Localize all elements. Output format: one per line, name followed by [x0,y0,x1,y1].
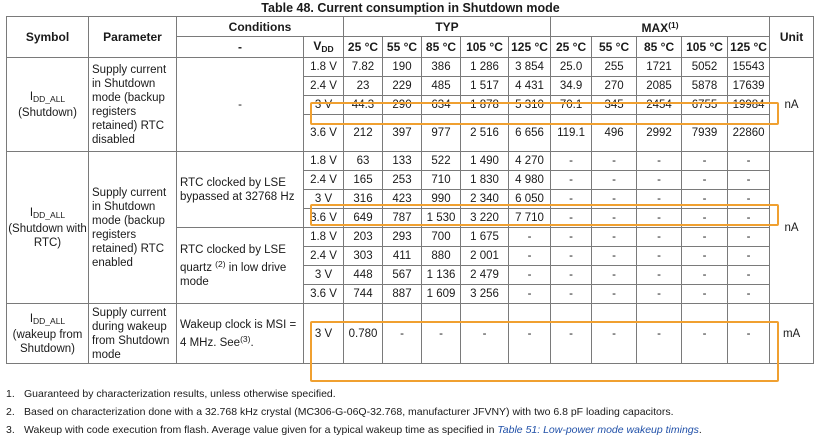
max-value: - [637,190,682,209]
max-value: - [637,209,682,228]
max-value: - [551,285,592,304]
vdd-cell: 1.8 V [304,228,344,247]
max-value: - [551,266,592,285]
typ-value: 1 490 [461,152,509,171]
current-consumption-table [6,16,814,364]
max-value: - [637,266,682,285]
typ-value: 4 980 [509,171,551,190]
typ-value: 411 [383,247,422,266]
max-value: - [728,152,770,171]
typ-value: 2 001 [461,247,509,266]
typ-value: 290 [383,96,422,115]
header-max-temp: 85 °C [637,37,682,58]
max-value: - [682,209,728,228]
typ-value: 3 854 [509,58,551,77]
header-typ-temp: 55 °C [383,37,422,58]
typ-value: 303 [344,247,383,266]
typ-value: 7.82 [344,58,383,77]
typ-value: 977 [422,115,461,152]
max-value: 7939 [682,115,728,152]
typ-value: 190 [383,58,422,77]
footnote: 3. Wakeup with code execution from flash. Average value given for a typical wakeup time as specified in Table 51: Low-power mode wakeup timings. [6,424,702,436]
typ-value: 700 [422,228,461,247]
typ-value: 4 270 [509,152,551,171]
typ-value: 787 [383,209,422,228]
footnote: 2. Based on characterization done with a 32.768 kHz crystal (MC306-G-06Q-32.768, manufacturer JFVNY) with two 6.8 pF loading capacitors. [6,406,674,418]
typ-value: 634 [422,96,461,115]
typ-value: 7 710 [509,209,551,228]
typ-value: 133 [383,152,422,171]
header-unit: Unit [770,17,814,58]
max-value: - [551,228,592,247]
vdd-cell: 3.6 V [304,209,344,228]
table-51-link[interactable]: Table 51: Low-power mode wakeup timings [497,424,699,436]
typ-value: 4 431 [509,77,551,96]
max-value: - [682,152,728,171]
max-value: - [682,171,728,190]
header-typ-temp: 125 °C [509,37,551,58]
header-typ-temp: 25 °C [344,37,383,58]
max-value: 22860 [728,115,770,152]
symbol-cell: $I_{DD\_ALL}$ (wakeup from Shutdown) [7,304,89,364]
header-max-temp: 125 °C [728,37,770,58]
max-value: - [592,209,637,228]
max-value: 25.0 [551,58,592,77]
max-value: - [682,304,728,364]
typ-value: 567 [383,266,422,285]
typ-value: 212 [344,115,383,152]
vdd-cell: 2.4 V [304,171,344,190]
header-conditions-dash: - [177,37,304,58]
typ-value: 1 136 [422,266,461,285]
typ-value: 1 530 [422,209,461,228]
typ-value: 63 [344,152,383,171]
header-symbol: Symbol [7,17,89,58]
vdd-cell: 2.4 V [304,247,344,266]
typ-value: 44.3 [344,96,383,115]
max-value: - [637,228,682,247]
vdd-cell: 1.8 V [304,152,344,171]
max-value: - [592,247,637,266]
max-value: - [728,190,770,209]
header-max-temp: 25 °C [551,37,592,58]
vdd-cell: 3 V [304,304,344,364]
max-value: 2085 [637,77,682,96]
typ-value: 203 [344,228,383,247]
max-value: - [551,190,592,209]
typ-value: 2 516 [461,115,509,152]
max-value: 119.1 [551,115,592,152]
typ-value: - [422,304,461,364]
header-typ-temp: 105 °C [461,37,509,58]
max-value: - [592,171,637,190]
max-value: 17639 [728,77,770,96]
max-value: 6755 [682,96,728,115]
parameter-cell: Supply current in Shutdown mode (backup registers retained) RTC disabled [89,58,177,152]
vdd-cell: 2.4 V [304,77,344,96]
typ-value: 744 [344,285,383,304]
symbol-cell: $I_{DD\_ALL}$ (Shutdown) [7,58,89,152]
max-value: - [592,152,637,171]
typ-value: - [509,247,551,266]
header-max: MAX$^{(1)}$ [551,17,770,37]
typ-value: 2 340 [461,190,509,209]
max-value: 15543 [728,58,770,77]
header-parameter: Parameter [89,17,177,58]
max-value: - [637,304,682,364]
header-vdd: $V_{DD}$ [304,37,344,58]
table-row [7,152,814,171]
max-value: - [682,285,728,304]
max-value: - [728,266,770,285]
parameter-cell: Supply current in Shutdown mode (backup registers retained) RTC enabled [89,152,177,304]
typ-value: - [509,228,551,247]
typ-value: 1 675 [461,228,509,247]
typ-value: 5 310 [509,96,551,115]
vdd-cell: 3.6 V [304,115,344,152]
typ-value: 3 220 [461,209,509,228]
max-value: 70.1 [551,96,592,115]
unit-cell: nA [770,152,814,304]
typ-value: 990 [422,190,461,209]
max-value: 5878 [682,77,728,96]
typ-value: 6 656 [509,115,551,152]
condition-cell: Wakeup clock is MSI = 4 MHz. See$^{(3)}$. [177,304,304,364]
max-value: - [728,285,770,304]
max-value: 1721 [637,58,682,77]
typ-value: 397 [383,115,422,152]
unit-cell: nA [770,58,814,152]
table-row [7,58,814,77]
typ-value: 316 [344,190,383,209]
typ-value: 1 286 [461,58,509,77]
typ-value: 710 [422,171,461,190]
typ-value: 887 [383,285,422,304]
max-value: 496 [592,115,637,152]
max-value: - [551,304,592,364]
footnotes [6,385,702,439]
unit-cell: mA [770,304,814,364]
typ-value: 6 050 [509,190,551,209]
condition-cell: - [177,58,304,152]
typ-value: 448 [344,266,383,285]
typ-value: 649 [344,209,383,228]
max-value: 34.9 [551,77,592,96]
max-value: - [592,304,637,364]
max-value: - [682,266,728,285]
max-value: - [728,228,770,247]
header-typ-temp: 85 °C [422,37,461,58]
condition-cell: RTC clocked by LSE quartz $^{(2)}$ in low drive mode [177,228,304,304]
max-value: - [728,209,770,228]
vdd-cell: 1.8 V [304,58,344,77]
max-value: - [592,190,637,209]
typ-value: - [509,285,551,304]
max-value: - [728,304,770,364]
header-typ: TYP [344,17,551,37]
typ-value: - [509,266,551,285]
max-value: - [682,190,728,209]
typ-value: 253 [383,171,422,190]
vdd-cell: 3 V [304,266,344,285]
typ-value: 485 [422,77,461,96]
max-value: - [592,266,637,285]
typ-value: 229 [383,77,422,96]
typ-value: 23 [344,77,383,96]
typ-value: 1 609 [422,285,461,304]
max-value: 270 [592,77,637,96]
typ-value: 293 [383,228,422,247]
typ-value: 522 [422,152,461,171]
max-value: - [551,209,592,228]
typ-value: 880 [422,247,461,266]
typ-value: - [461,304,509,364]
table-row [7,304,814,364]
max-value: 5052 [682,58,728,77]
typ-value: 1 830 [461,171,509,190]
typ-value: 386 [422,58,461,77]
max-value: - [637,247,682,266]
typ-value: 165 [344,171,383,190]
max-value: - [637,152,682,171]
typ-value: 423 [383,190,422,209]
max-value: 2992 [637,115,682,152]
max-value: - [728,171,770,190]
max-value: - [728,247,770,266]
typ-value: 3 256 [461,285,509,304]
max-value: - [592,228,637,247]
max-value: - [551,152,592,171]
typ-value: 1 878 [461,96,509,115]
max-value: - [682,247,728,266]
typ-value: - [383,304,422,364]
header-conditions: Conditions [177,17,344,37]
symbol-cell: $I_{DD\_ALL}$ (Shutdown with RTC) [7,152,89,304]
max-value: - [592,285,637,304]
max-value: 345 [592,96,637,115]
parameter-cell: Supply current during wakeup from Shutdown mode [89,304,177,364]
header-max-temp: 105 °C [682,37,728,58]
vdd-cell: 3 V [304,96,344,115]
max-value: 255 [592,58,637,77]
max-value: - [637,171,682,190]
typ-value: - [509,304,551,364]
typ-value: 0.780 [344,304,383,364]
typ-value: 1 517 [461,77,509,96]
header-max-temp: 55 °C [592,37,637,58]
table-title: Table 48. Current consumption in Shutdown mode [261,1,560,15]
condition-cell: RTC clocked by LSE bypassed at 32768 Hz [177,152,304,228]
max-value: - [682,228,728,247]
footnote: 1. Guaranteed by characterization results, unless otherwise specified. [6,388,336,400]
typ-value: 2 479 [461,266,509,285]
max-value: 19984 [728,96,770,115]
max-value: - [637,285,682,304]
vdd-cell: 3 V [304,190,344,209]
max-value: - [551,247,592,266]
max-value: 2454 [637,96,682,115]
vdd-cell: 3.6 V [304,285,344,304]
max-value: - [551,171,592,190]
